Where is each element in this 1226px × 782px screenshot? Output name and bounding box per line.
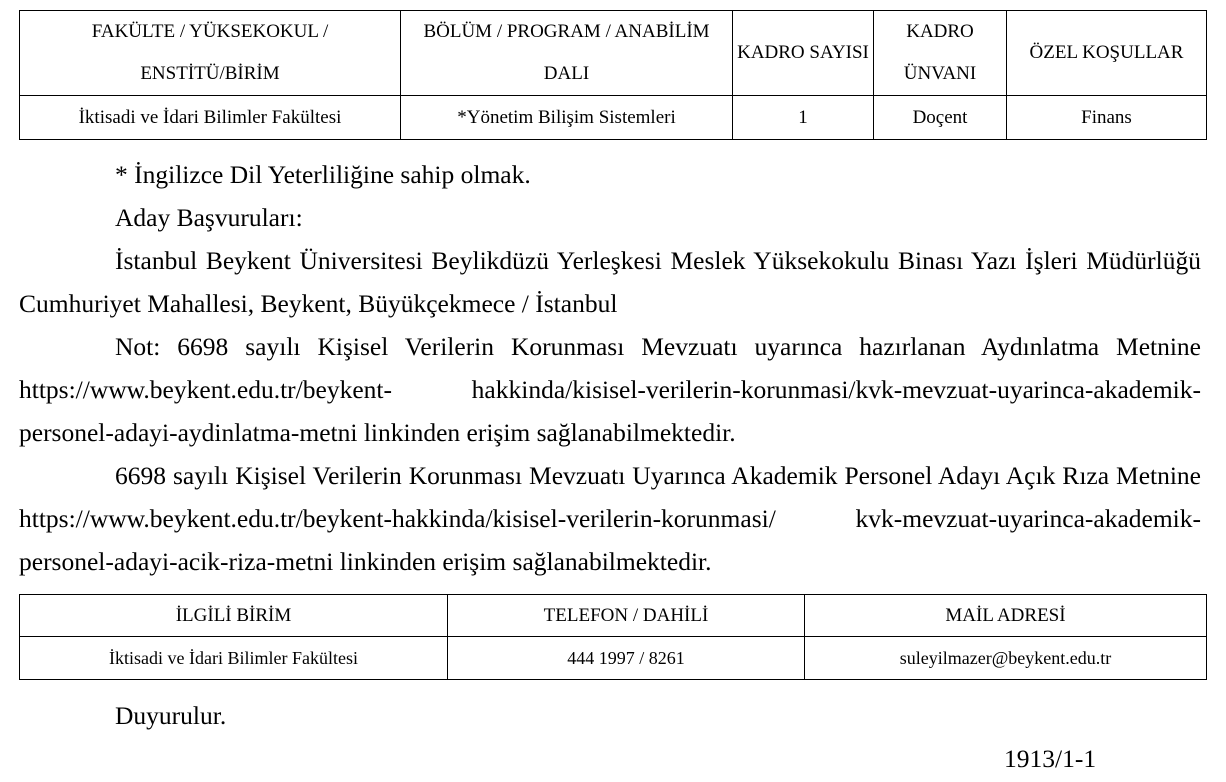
table-row [20,96,1207,140]
cell-position-count: 1 [733,96,874,140]
cell-department: *Yönetim Bilişim Sistemleri [401,96,733,140]
header-phone: TELEFON / DAHİLİ [448,595,805,637]
kvkk-note-paragraph: Not: 6698 sayılı Kişisel Verilerin Korunması Mevzuatı uyarınca hazırlanan Aydınlatma Metnine https://www.beykent.edu.tr/beykent- hakkinda/kisisel-verilerin-korunmasi/kvk-mevzuat-uyarinca-akademik-personel-adayi-aydinlatma-metni linkinden erişim sağlanabilmektedir. [19,332,1201,447]
cell-unit: İktisadi ve İdari Bilimler Fakültesi [20,637,448,680]
reference-number: 1913/1-1 [1004,744,1097,773]
header-email: MAİL ADRESİ [805,595,1207,637]
table-row [20,637,1207,680]
positions-table [19,10,1207,140]
applications-label: Aday Başvuruları: [115,203,303,232]
header-position-count: KADRO SAYISI [733,11,874,96]
consent-paragraph: 6698 sayılı Kişisel Verilerin Korunması Mevzuatı Uyarınca Akademik Personel Adayı Açık Rıza Metnine https://www.beykent.edu.tr/beykent-hakkinda/kisisel-verilerin-korunmasi/ kvk-mevzuat-uyarinca-akademik-personel-adayi-acik-riza-metni linkinden erişim sağlanabilmektedir. [19,461,1201,576]
header-faculty: FAKÜLTE / YÜKSEKOKUL / ENSTİTÜ/BİRİM [20,11,401,96]
header-unit: İLGİLİ BİRİM [20,595,448,637]
contact-table [19,594,1207,680]
header-special-conditions: ÖZEL KOŞULLAR [1007,11,1207,96]
cell-email: suleyilmazer@beykent.edu.tr [805,637,1207,680]
cell-faculty: İktisadi ve İdari Bilimler Fakültesi [20,96,401,140]
header-position-title: KADRO ÜNVANI [874,11,1007,96]
table-header-row [20,595,1207,637]
cell-position-title: Doçent [874,96,1007,140]
table-header-row [20,11,1207,96]
header-department: BÖLÜM / PROGRAM / ANABİLİM DALI [401,11,733,96]
language-requirement-note: * İngilizce Dil Yeterliliğine sahip olmak. [115,160,531,189]
closing-text: Duyurulur. [115,701,227,730]
cell-phone: 444 1997 / 8261 [448,637,805,680]
cell-special-conditions: Finans [1007,96,1207,140]
address-paragraph: İstanbul Beykent Üniversitesi Beylikdüzü Yerleşkesi Meslek Yüksekokulu Binası Yazı İşleri Müdürlüğü Cumhuriyet Mahallesi, Beykent, Büyükçekmece / İstanbul [19,246,1201,318]
